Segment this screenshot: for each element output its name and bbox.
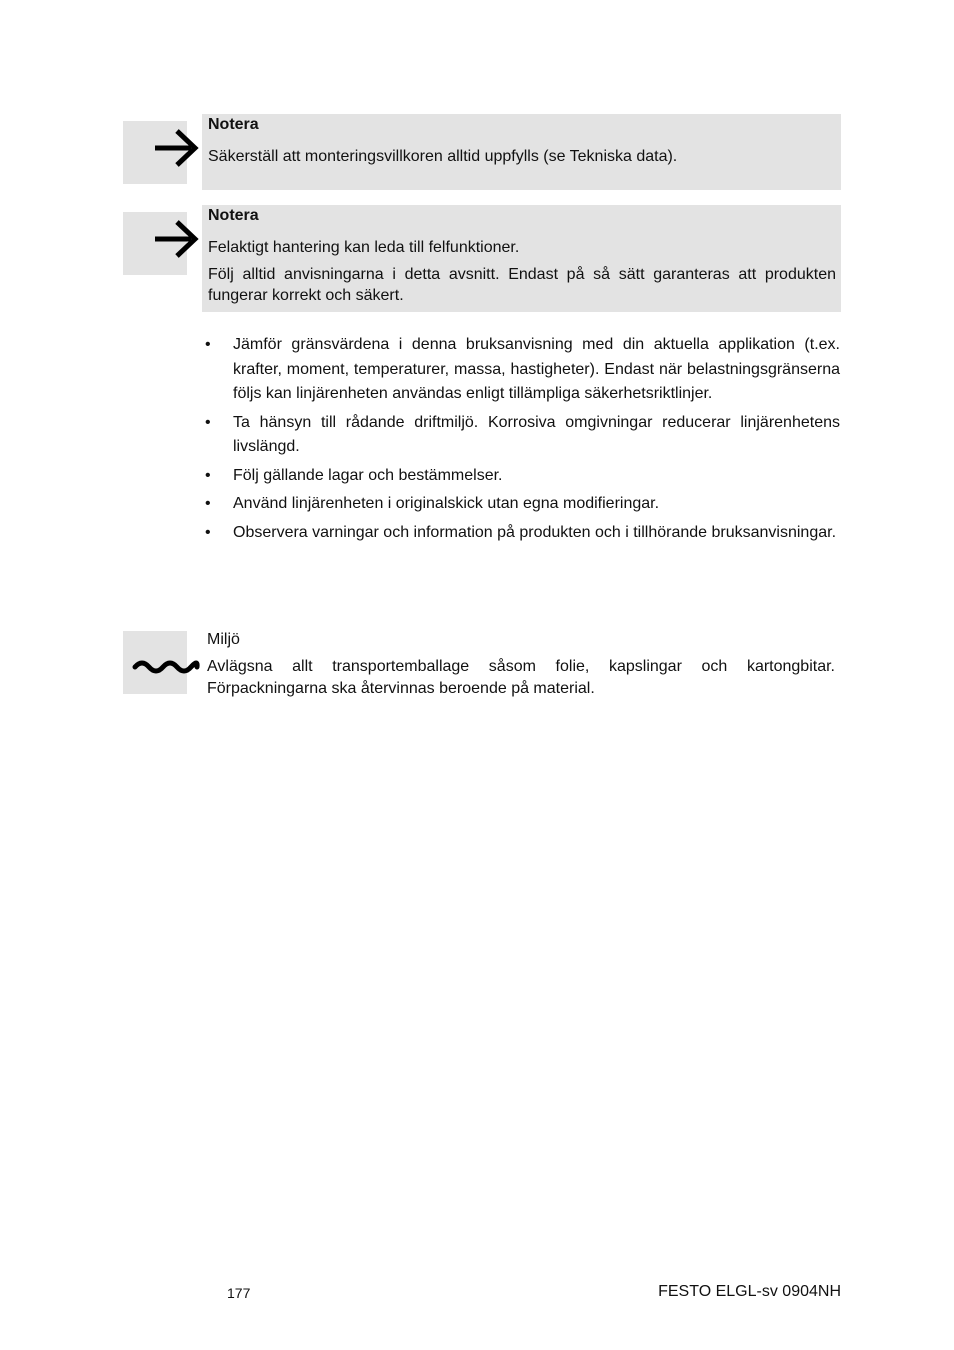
note-box-2 <box>202 205 841 312</box>
environment-icon-box <box>123 631 187 694</box>
page-number: 177 <box>227 1285 251 1301</box>
note-icon-box <box>123 212 187 275</box>
environment-text: Avlägsna allt transportemballage såsom folie, kapslingar och kartongbitar. Förpackningarna ska återvinnas beroende på material. <box>207 658 835 697</box>
arrow-right-icon <box>155 128 201 168</box>
note-text: Felaktigt hantering kan leda till felfunktioner. <box>208 239 520 256</box>
arrow-right-icon <box>155 219 201 259</box>
list-item: • Ta hänsyn till rådande driftmiljö. Korrosiva omgivningar reducerar linjärenhetens livslängd. <box>202 411 840 460</box>
note-text: Följ alltid anvisningarna i detta avsnitt. Endast på så sätt garanteras att produkten fungerar korrekt och säkert. <box>208 266 836 304</box>
note-box-1 <box>202 114 841 190</box>
safety-bullet-list <box>202 333 840 549</box>
bullet-icon: • <box>205 495 211 512</box>
list-item: • Använd linjärenheten i originalskick utan egna modifieringar. <box>202 492 840 517</box>
note-icon-box <box>123 121 187 184</box>
note-text: Säkerställ att monteringsvillkoren alltid uppfylls (se Tekniska data). <box>208 148 678 165</box>
bullet-icon: • <box>205 523 211 541</box>
bullet-icon: • <box>205 413 211 431</box>
wave-icon <box>133 657 197 677</box>
note-title: Notera <box>208 207 259 224</box>
bullet-icon: • <box>205 466 211 484</box>
document-id: FESTO ELGL-sv 0904NH <box>658 1283 841 1300</box>
note-title: Notera <box>208 116 259 133</box>
bullet-icon: • <box>205 336 211 353</box>
list-item: • Jämför gränsvärdena i denna bruksanvisning med din aktuella applikation (t.ex. krafter, moment, temperaturer, massa, hastigheter). Endast när belastningsgränserna följs kan linjärenheten användas enligt tillämpliga säkerhetsriktlinjer. <box>202 333 840 407</box>
list-item: • Observera varningar och information på produkten och i tillhörande bruksanvisningar. <box>202 521 840 546</box>
environment-section <box>207 629 835 700</box>
environment-title: Miljö <box>207 631 240 648</box>
list-item: • Följ gällande lagar och bestämmelser. <box>202 464 840 489</box>
